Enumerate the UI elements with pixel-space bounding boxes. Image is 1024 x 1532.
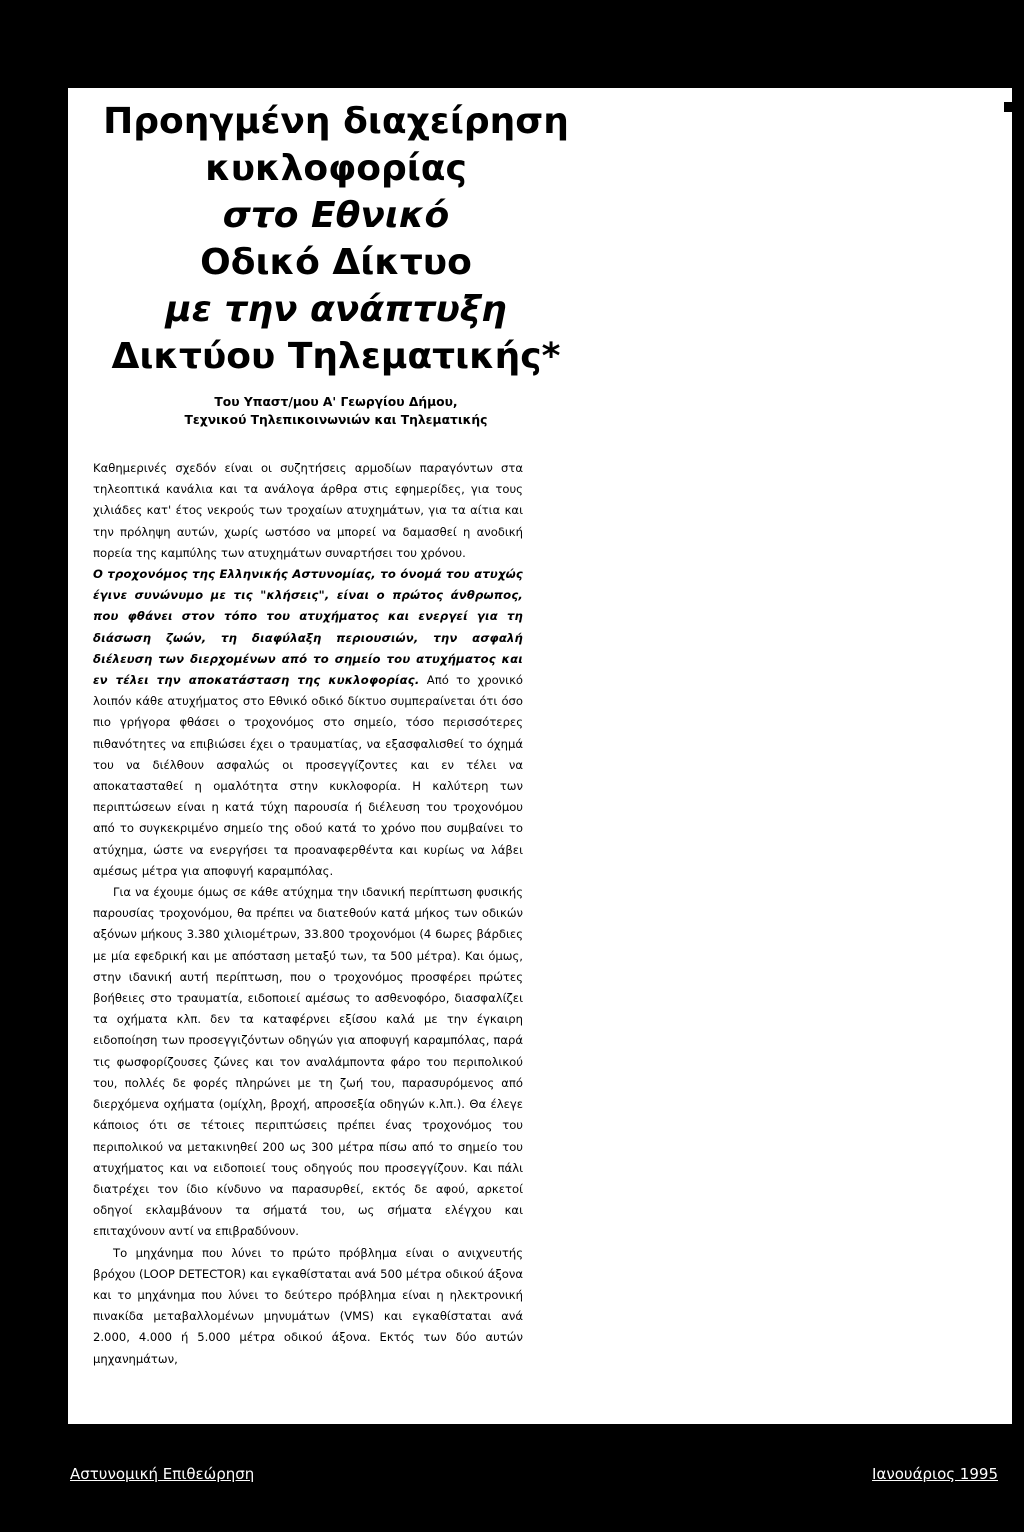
footer-publication: Αστυνομική Επιθεώρηση (70, 1465, 255, 1483)
article-body (93, 458, 523, 1370)
byline-line: Τεχνικού Τηλεπικοινωνιών και Τηλεματικής (184, 413, 488, 427)
title-line: κυκλοφορίας (205, 148, 467, 189)
paragraph-bold-lead: Ο τροχονόμος της Ελληνικής Αστυνομίας, το όνομά του ατυχώς έγινε συνώνυμο με τις "κλήσεις", είναι ο πρώτος άνθρωπος, που φθάνει στον τόπο του ατυχήματος και ενεργεί για τη διάσωση ζωών, τη διαφύλαξη περιουσιών, την ασφαλή διέλευση των διερχομένων από το σημείο του ατυχήματος και εν τέλει την αποκατάσταση της κυκλοφορίας. (93, 567, 523, 688)
byline-line: Του Υπαστ/μου Α' Γεωργίου Δήμου, (214, 395, 458, 409)
title-line: Δικτύου Τηλεματικής* (111, 336, 561, 377)
paragraph-text: Καθημερινές σχεδόν είναι οι συζητήσεις αρμοδίων παραγόντων στα τηλεοπτικά κανάλια και τα ανάλογα άρθρα στις εφημερίδες, για τους χιλιάδες κατ' έτος νεκρούς των τροχαίων ατυχημάτων, για τα αίτια και την πρόληψη αυτών, χωρίς ωστόσο να μπορεί να δαμασθεί η ανοδική πορεία της καμπύλης των ατυχημάτων συναρτήσει του χρόνου. (93, 461, 523, 560)
paragraph (93, 882, 523, 1242)
page-right-border (1012, 88, 1024, 1424)
title-line: στο Εθνικό (222, 195, 450, 236)
paragraph-text: Από το χρονικό λοιπόν κάθε ατυχήματος στο Εθνικό οδικό δίκτυο συμπεραίνεται ότι όσο πιο γρήγορα φθάσει ο τροχονόμος στο σημείο, τόσο περισσότερες πιθανότητες να επιβιώσει έχει ο τραυματίας, να εξασφαλισθεί το όχημά του να διέλθουν ασφαλώς οι προσεγγίζοντες και εν τέλει να αποκατασταθεί η ομαλότητα στην κυκλοφορία. Η καλύτερη των περιπτώσεων είναι η κατά τύχη παρουσία ή διέλευση του τροχονόμου από το συγκεκριμένο σημείο της οδού κατά το χρόνο που συμβαίνει το ατύχημα, ώστε να ενεργήσει τα προαναφερθέντα και κυρίως να λάβει αμέσως μέτρα για αποφυγή καραμπόλας. (93, 673, 524, 878)
title-line: με την ανάπτυξη (165, 289, 507, 330)
title-line: Οδικό Δίκτυο (200, 242, 472, 283)
article-byline (66, 393, 606, 429)
title-line: Προηγμένη διαχείρηση (103, 101, 569, 142)
paragraph-text: Το μηχάνημα που λύνει το πρώτο πρόβλημα είναι ο ανιχνευτής βρόχου (LOOP DETECTOR) και εγκαθίσταται ανά 500 μέτρα οδικού άξονα και το μηχάνημα που λύνει το δεύτερο πρόβλημα είναι η ηλεκτρονική πινακίδα μεταβαλλομένων μηνυμάτων (VMS) και εγκαθίσταται ανά 2.000, 4.000 ή 5.000 μέτρα οδικού άξονα. Εκτός των δύο αυτών μηχανημάτων, (93, 1245, 523, 1366)
footer-issue-date: Ιανουάριος 1995 (872, 1465, 998, 1483)
article-title (66, 98, 606, 380)
paragraph-text: Για να έχουμε όμως σε κάθε ατύχημα την ιδανική περίπτωση φυσικής παρουσίας τροχονόμου, θα πρέπει να διατεθούν κατά μήκος των οδικών αξόνων μήκους 3.380 χιλιομέτρων, 33.800 τροχονόμοι (4 6ωρες βάρδιες με μία εφεδρική και με απόσταση μεταξύ των, τα 500 μέτρα). Και όμως, στην ιδανική αυτή περίπτωση, που ο τροχονόμος προσφέρει πρώτες βοήθειες στο τραυματία, ειδοποιεί αμέσως το ασθενοφόρο, διασφαλίζει τα οχήματα κλπ. δεν τα καταφέρνει εξίσου καλά με την έγκαιρη ειδοποίηση των προσεγγιζόντων οδηγών για αποφυγή καραμπόλας, παρά τις φωσφορίζουσες ζώνες και τον αναλάμποντα φάρο του περιπολικού του, πολλές δε φορές πληρώνει με τη ζωή του, παρασυρόμενος από διερχόμενα οχήματα (ομίχλη, βροχή, απροσεξία οδηγών κ.λπ.). Θα έλεγε κάποιος ότι σε τέτοιες περιπτώσεις πρέπει ένας τροχονόμος του περιπολικού να μετακινηθεί 200 ως 300 μέτρα πίσω από το σημείο του ατυχήματος και να ειδοποιεί τους οδηγούς που προσεγγίζουν. Και πάλι διατρέχει τον ίδιο κίνδυνο να παρασυρθεί, εκτός δε αφού, αρκετοί οδηγοί εκλαμβάνουν τα σήματά του, ως σήματα ελέγχου και επιταχύνουν αντί να επιβραδύνουν. (93, 885, 523, 1239)
paragraph (93, 458, 523, 564)
page-right-notch (1004, 102, 1024, 112)
paragraph (93, 564, 523, 882)
paragraph (93, 1243, 523, 1370)
